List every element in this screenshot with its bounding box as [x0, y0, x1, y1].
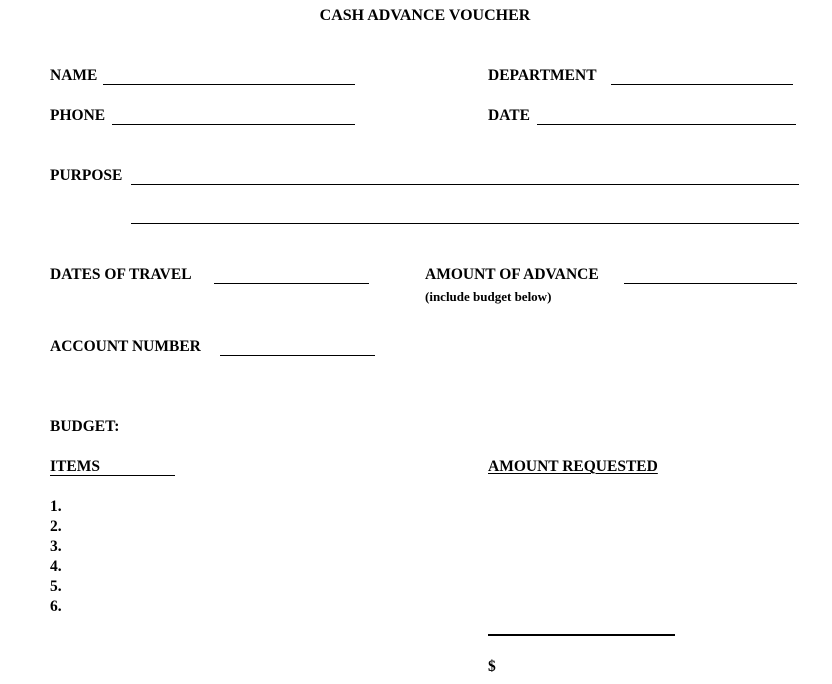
- budget-item: 2.: [50, 518, 62, 535]
- amount-of-advance-label: AMOUNT OF ADVANCE: [425, 266, 599, 283]
- purpose-label: PURPOSE: [50, 167, 123, 184]
- budget-item: 4.: [50, 558, 62, 575]
- budget-label: BUDGET:: [50, 418, 120, 435]
- dates-of-travel-field-line[interactable]: [214, 283, 369, 284]
- form-title: CASH ADVANCE VOUCHER: [319, 7, 531, 24]
- name-label: NAME: [50, 67, 98, 84]
- account-number-label: ACCOUNT NUMBER: [50, 338, 201, 355]
- items-header-underline: [50, 475, 175, 476]
- total-line[interactable]: [488, 634, 675, 636]
- phone-label: PHONE: [50, 107, 106, 124]
- account-number-field-line[interactable]: [220, 355, 375, 356]
- department-field-line[interactable]: [611, 84, 793, 85]
- amount-requested-header: AMOUNT REQUESTED: [488, 458, 658, 475]
- date-field-line[interactable]: [537, 124, 796, 125]
- total-dollar-sign: $: [488, 658, 496, 675]
- amount-of-advance-field-line[interactable]: [624, 283, 797, 284]
- date-label: DATE: [488, 107, 530, 124]
- dates-of-travel-label: DATES OF TRAVEL: [50, 266, 192, 283]
- purpose-field-line-1[interactable]: [131, 184, 799, 185]
- phone-field-line[interactable]: [112, 124, 355, 125]
- name-field-line[interactable]: [103, 84, 355, 85]
- amount-note: (include budget below): [425, 289, 552, 304]
- department-label: DEPARTMENT: [488, 67, 597, 84]
- items-header: ITEMS: [50, 458, 100, 475]
- purpose-field-line-2[interactable]: [131, 223, 799, 224]
- budget-item: 1.: [50, 498, 62, 515]
- budget-item: 6.: [50, 598, 62, 615]
- budget-item: 5.: [50, 578, 62, 595]
- budget-item: 3.: [50, 538, 62, 555]
